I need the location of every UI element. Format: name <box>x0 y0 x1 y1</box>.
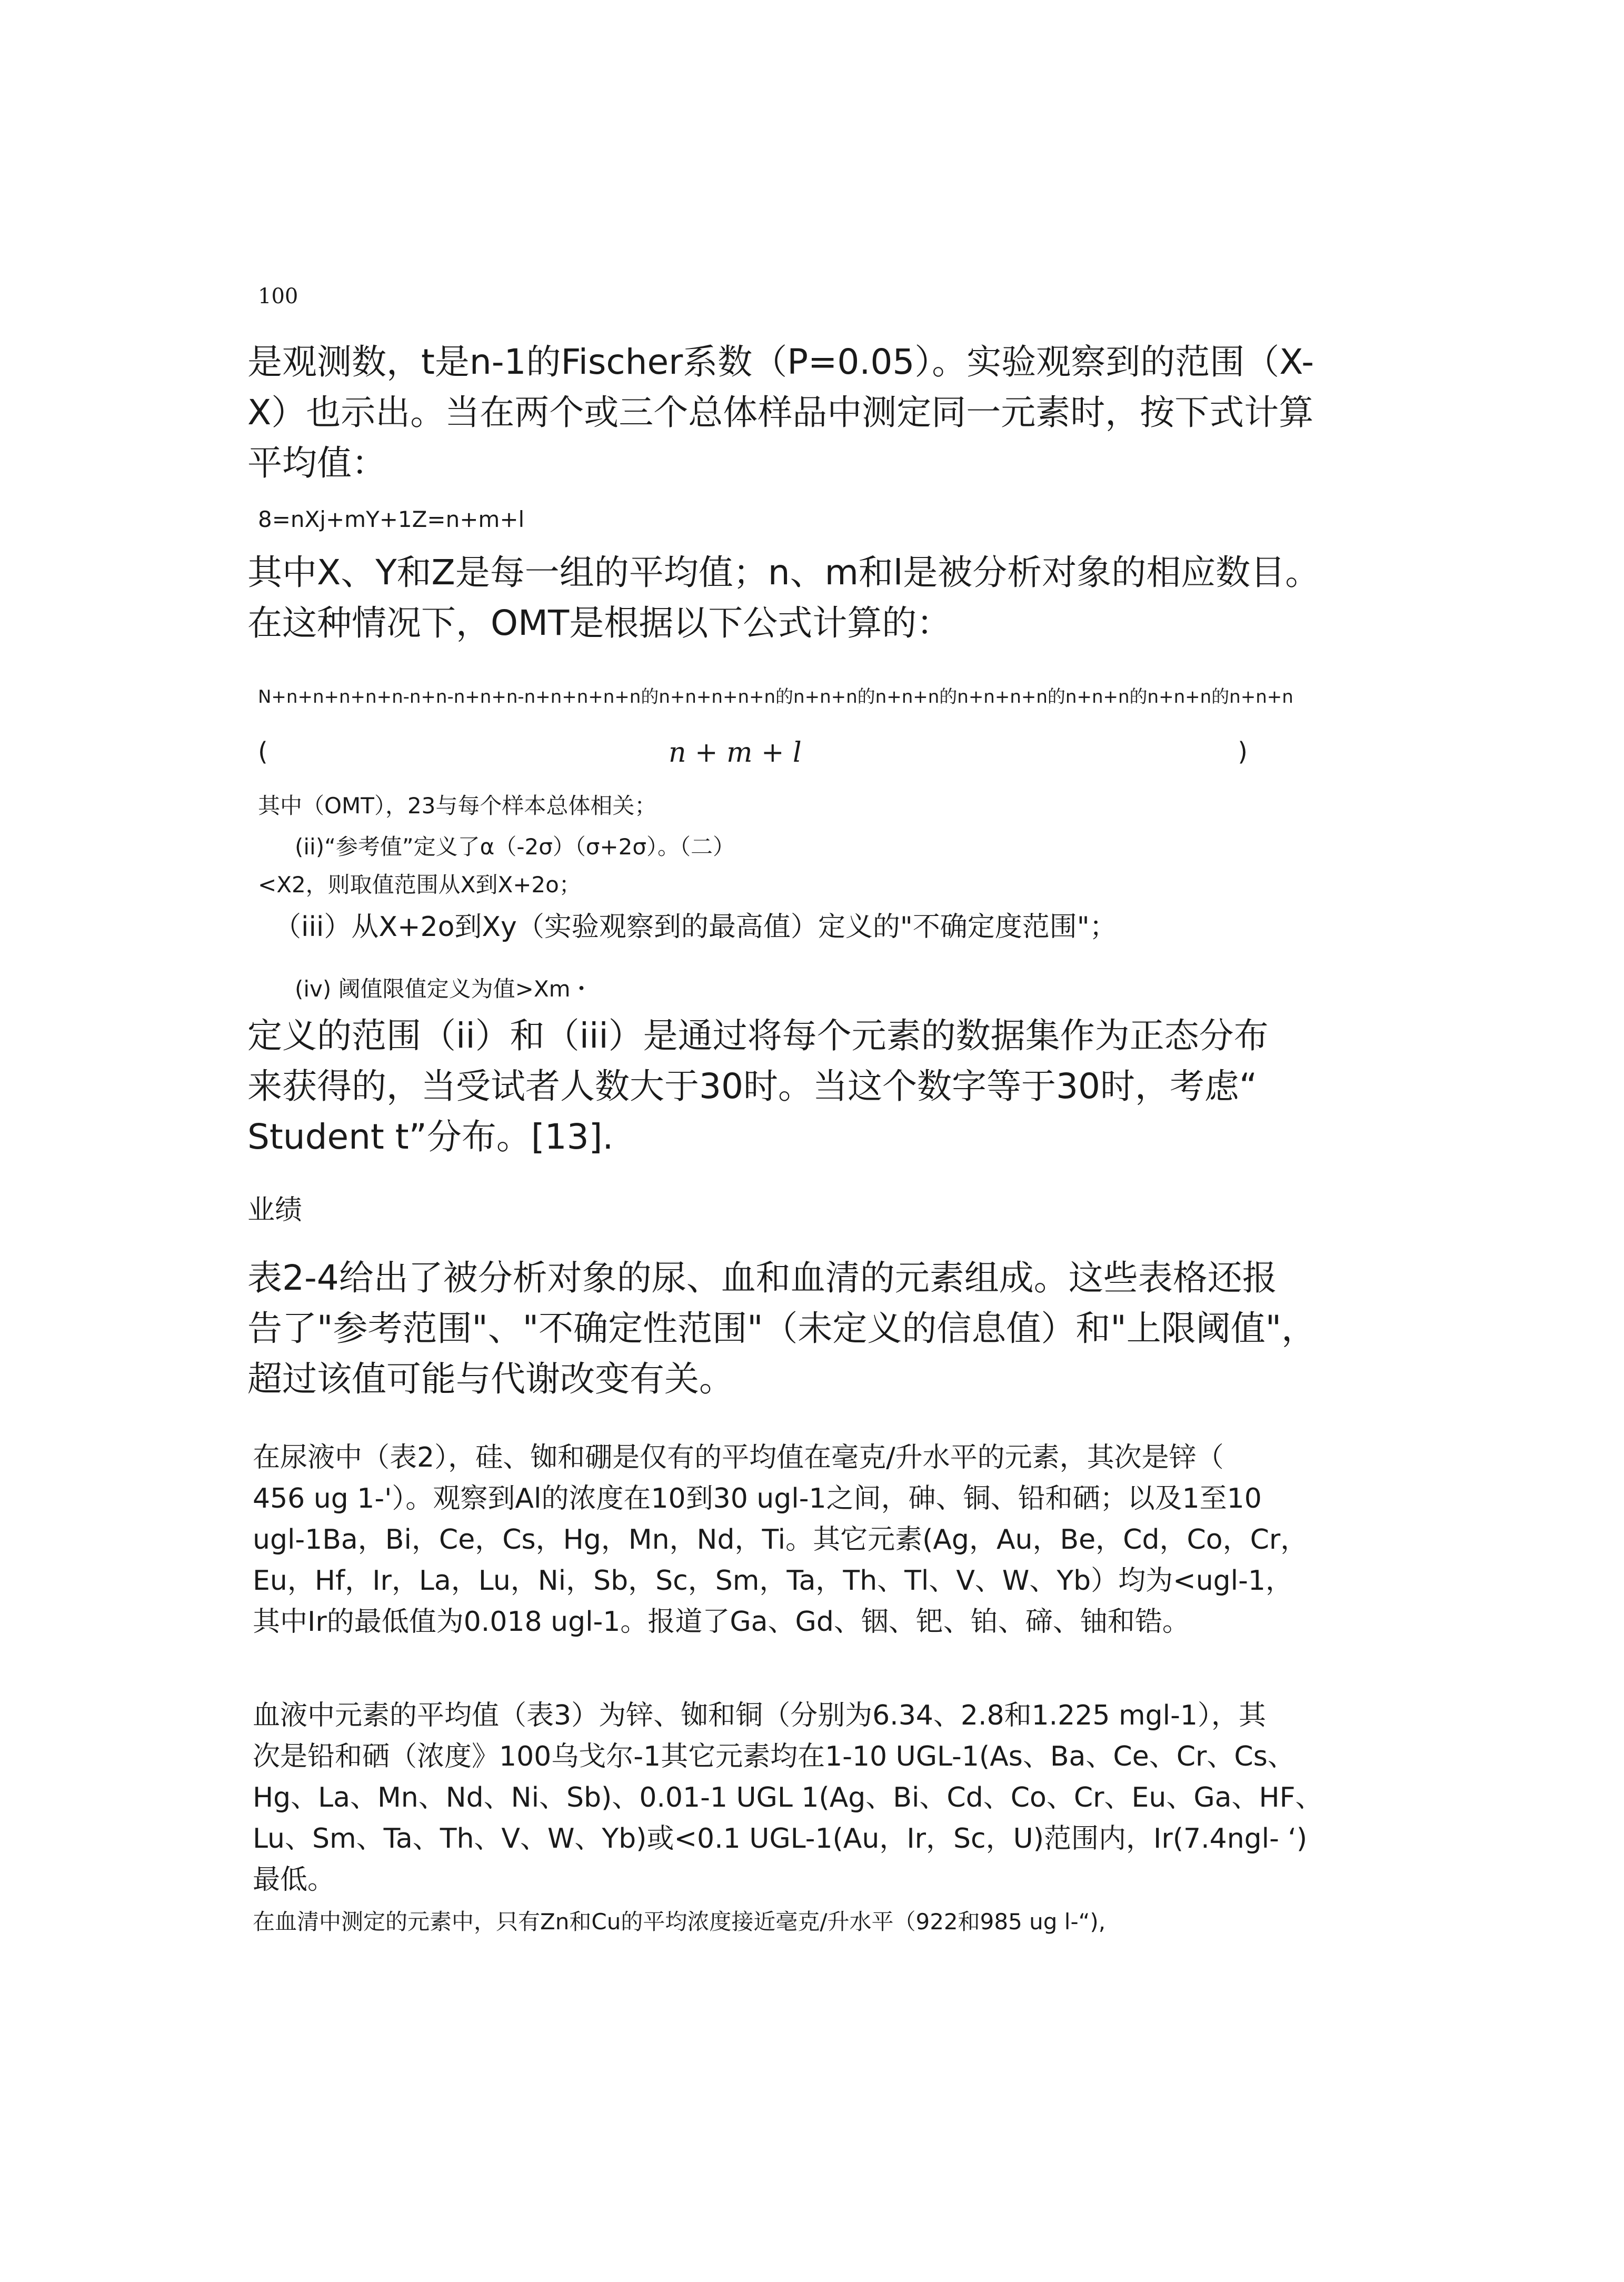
text-line: Eu，Hf，Ir，La，Lu，Ni，Sb，Sc，Sm，Ta，Th、Tl、V、W、Yb）均为<ugl-1， <box>253 1565 1293 1597</box>
paragraph-urine <box>253 1437 1308 1642</box>
paragraph-results-intro <box>247 1253 1316 1404</box>
text-line: 456 ug 1-'）。观察到Al的浓度在10到30 ugl-1之间，砷、铜、铅和硒；以及1至10 <box>253 1483 1262 1514</box>
left-parenthesis: ( <box>258 737 268 766</box>
right-parenthesis: ) <box>1238 737 1248 766</box>
text-line: 定义的范围（ii）和（iii）是通过将每个元素的数据集作为正态分布 <box>247 1015 1269 1056</box>
paragraph-normal-distribution <box>247 1011 1269 1162</box>
definition-line-range: <X2，则取值范围从X到X+2o； <box>258 872 581 898</box>
text-line: 表2-4给出了被分析对象的尿、血和血清的元素组成。这些表格还报 <box>247 1258 1277 1298</box>
text-line: X）也示出。当在两个或三个总体样品中测定同一元素时，按下式计算 <box>247 392 1314 433</box>
paragraph-serum: 在血清中测定的元素中，只有Zn和Cu的平均浓度接近毫克/升水平（922和985 ug l-“), <box>253 1909 1106 1935</box>
text-line: 平均值： <box>247 443 386 483</box>
definition-line-uncertainty: （iii）从X+2o到Xy（实验观察到的最高值）定义的"不确定度范围"； <box>274 911 1117 943</box>
formula-omt-denominator: n + m + l <box>669 737 802 769</box>
text-line: 告了"参考范围"、"不确定性范围"（未定义的信息值）和"上限阈值"， <box>247 1308 1317 1349</box>
text-line: 在这种情况下，OMT是根据以下公式计算的： <box>247 603 952 643</box>
formula-weighted-mean: 8=nXj+mY+1Z=n+m+l <box>258 506 525 532</box>
text-line: 超过该值可能与代谢改变有关。 <box>247 1359 734 1399</box>
paragraph-methods-mean <box>247 337 1314 489</box>
definition-line-reference: (ii)“参考值”定义了α（-2σ）（σ+2σ）。（二） <box>295 834 735 860</box>
text-line: Hg、La、Mn、Nd、Ni、Sb)、0.01-1 UGL 1(Ag、Bi、Cd、Co、Cr、Eu、Ga、HF、 <box>253 1782 1323 1813</box>
text-line: 其中Ir的最低值为0.018 ugl-1。报道了Ga、Gd、铟、钯、铂、碲、铀和锆。 <box>253 1606 1190 1638</box>
text-line: 在尿液中（表2），硅、铷和硼是仅有的平均值在毫克/升水平的元素，其次是锌（ <box>253 1442 1224 1473</box>
text-line: 次是铅和硒（浓度》100乌戈尔-1其它元素均在1-10 UGL-1(As、Ba、Ce、Cr、Cs、 <box>253 1741 1295 1772</box>
text-line: 最低。 <box>253 1864 335 1896</box>
definition-line-threshold: (iv) 阈值限值定义为值>Xm・ <box>295 976 593 1002</box>
text-line: Lu、Sm、Ta、Th、V、W、Yb)或<0.1 UGL-1(Au，Ir，Sc，U)范围内，Ir(7.4ngl- ‘) <box>253 1823 1308 1855</box>
text-line: 来获得的，当受试者人数大于30时。当这个数字等于30时，考虑“ <box>247 1066 1258 1107</box>
text-line: Student t”分布。[13]. <box>247 1117 614 1157</box>
text-line: 是观测数，t是n-1的Fischer系数（P=0.05）。实验观察到的范围（X- <box>247 342 1314 382</box>
text-line: ugl-1Ba，Bi，Ce，Cs，Hg，Mn，Nd，Ti。其它元素(Ag，Au，Be，Cd，Co，Cr， <box>253 1524 1308 1556</box>
text-line: 血液中元素的平均值（表3）为锌、铷和铜（分别为6.34、2.8和1.225 mgl-1），其 <box>253 1700 1266 1731</box>
definition-line-omt: 其中（OMT），23与每个样本总体相关； <box>258 793 657 819</box>
paragraph-omt-intro <box>247 547 1320 649</box>
paragraph-blood <box>253 1695 1323 1900</box>
page-number: 100 <box>258 284 298 308</box>
formula-omt-denominator-row <box>258 737 1248 774</box>
text-line: 其中X、Y和Z是每一组的平均值；n、m和l是被分析对象的相应数目。 <box>247 552 1320 593</box>
section-heading: 业绩 <box>247 1194 303 1226</box>
formula-omt-numerator: N+n+n+n+n+n-n+n-n+n+n-n+n+n+n+n的n+n+n+n+n的n+n+n的n+n+n的n+n+n+n的n+n+n的n+n+n的n+n+n <box>258 686 1293 707</box>
